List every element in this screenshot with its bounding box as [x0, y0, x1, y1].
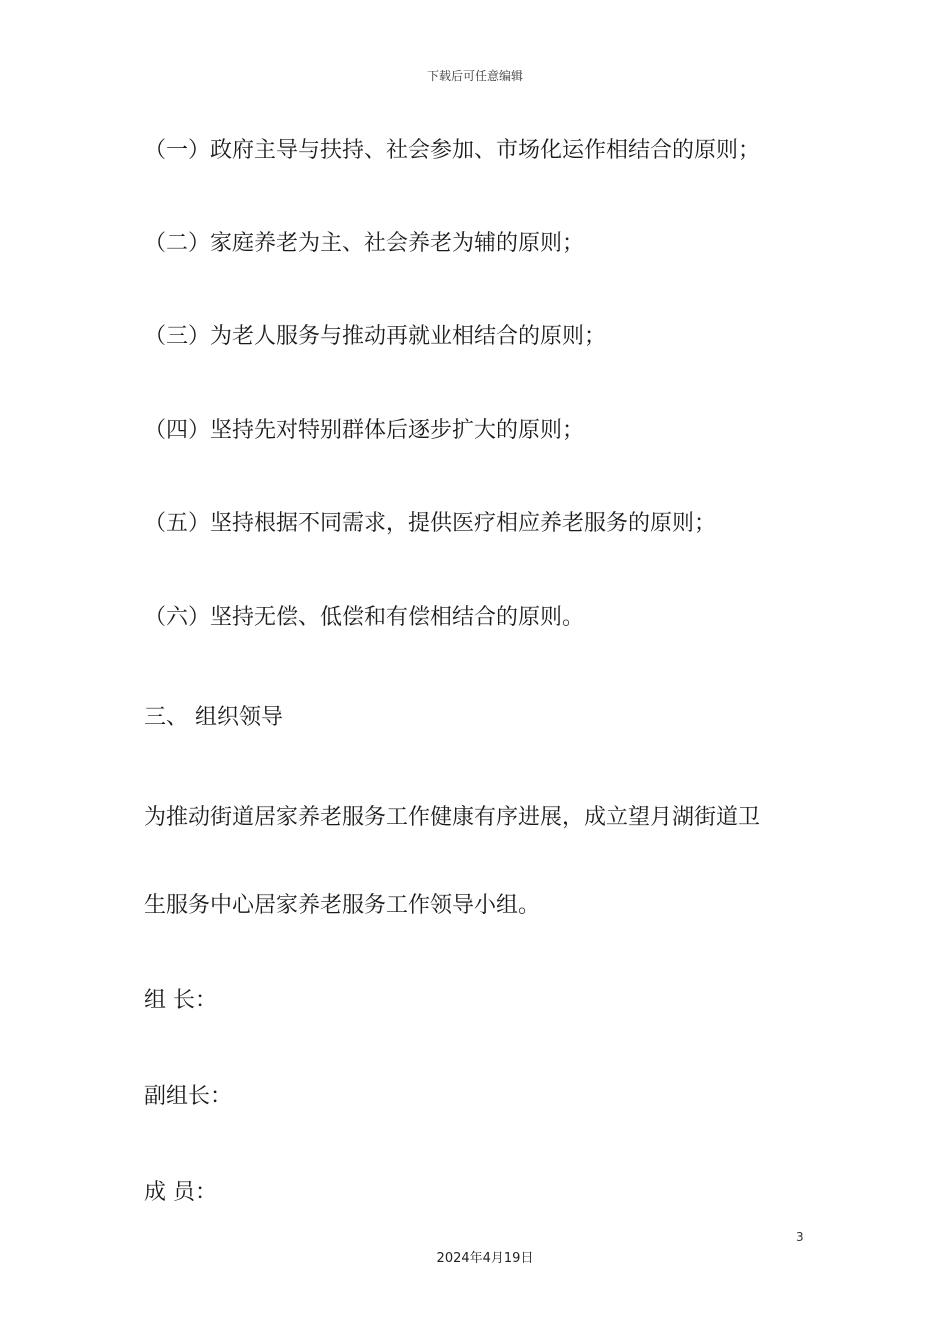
footer-date: 2024年4月19日: [436, 1251, 534, 1266]
principle-3: （三）为老人服务与推动再就业相结合的原则；: [144, 324, 607, 349]
principle-6: （六）坚持无偿、低偿和有偿相结合的原则。: [144, 605, 585, 630]
principle-1: （一）政府主导与扶持、社会参加、市场化运作相结合的原则；: [144, 138, 761, 163]
principle-5: （五）坚持根据不同需求，提供医疗相应养老服务的原则；: [144, 511, 717, 536]
section-heading-organization: 三、 组织领导: [144, 705, 283, 730]
group-leader-label: 组 长：: [144, 988, 217, 1013]
page-header: 下载后可任意编辑: [426, 69, 523, 83]
page-number: 3: [796, 1230, 804, 1244]
deputy-leader-label: 副组长：: [144, 1084, 233, 1109]
principle-4: （四）坚持先对特别群体后逐步扩大的原则；: [144, 418, 585, 443]
members-label: 成 员：: [144, 1180, 217, 1205]
paragraph-line-2: 生服务中心居家养老服务工作领导小组。: [144, 893, 541, 918]
paragraph-line-1: 为推动街道居家养老服务工作健康有序进展，成立望月湖街道卫: [144, 805, 761, 830]
principle-2: （二）家庭养老为主、社会养老为辅的原则；: [144, 231, 585, 256]
